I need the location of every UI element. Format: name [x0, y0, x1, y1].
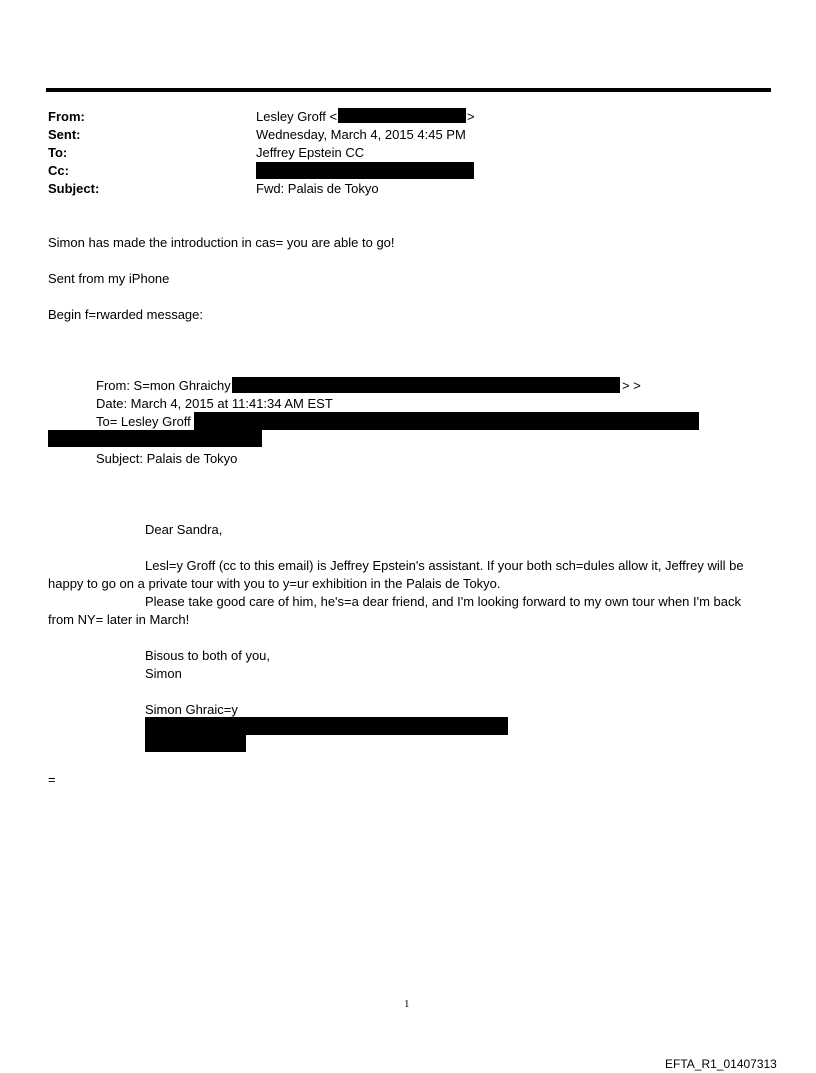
- body-line-3: Begin f=rwarded message:: [48, 307, 204, 322]
- fwd-date: Date: March 4, 2015 at 11:41:34 AM EST: [96, 396, 333, 411]
- footer-document-id: EFTA_R1_01407313: [665, 1057, 777, 1071]
- sent-value: Wednesday, March 4, 2015 4:45 PM: [256, 127, 466, 142]
- letter-p1-line1: Lesl=y Groff (cc to this email) is Jeffrey Epstein's assistant. If your both sch=dules allow it, Jeffrey will be: [145, 558, 744, 573]
- redaction-cc: [256, 162, 474, 179]
- body-line-2: Sent from my iPhone: [48, 271, 170, 286]
- trailer-mark: =: [48, 772, 56, 787]
- letter-greeting: Dear Sandra,: [145, 522, 223, 537]
- fwd-from-end: > >: [622, 378, 641, 393]
- subject-value: Fwd: Palais de Tokyo: [256, 181, 379, 196]
- from-value: Lesley Groff <: [256, 109, 338, 124]
- redaction-fwd-from: [232, 377, 620, 393]
- fwd-subject: Subject: Palais de Tokyo: [96, 451, 238, 466]
- subject-label: Subject:: [48, 181, 100, 196]
- body-line-1: Simon has made the introduction in cas= you are able to go!: [48, 235, 395, 250]
- sent-label: Sent:: [48, 127, 81, 142]
- letter-signature: Simon Ghraic=y: [145, 702, 238, 717]
- redaction-signature-2: [145, 735, 246, 752]
- from-label: From:: [48, 109, 85, 124]
- cc-label: Cc:: [48, 163, 69, 178]
- redaction-signature-1: [145, 717, 508, 735]
- letter-closing-2: Simon: [145, 666, 182, 681]
- letter-p1-line2: happy to go on a private tour with you to y=ur exhibition in the Palais de Tokyo.: [48, 576, 501, 591]
- letter-p2-line2: from NY= later in March!: [48, 612, 190, 627]
- from-value-end: >: [467, 109, 475, 124]
- to-value: Jeffrey Epstein CC: [256, 145, 365, 160]
- page-number: 1: [404, 998, 410, 1010]
- fwd-from: From: S=mon Ghraichy: [96, 378, 231, 393]
- redaction-fwd-to-1: [194, 412, 699, 430]
- redaction-from-email: [338, 108, 466, 123]
- letter-closing-1: Bisous to both of you,: [145, 648, 271, 663]
- to-label: To:: [48, 145, 68, 160]
- letter-p2-line1: Please take good care of him, he's=a dear friend, and I'm looking forward to my own tour when I'm back: [145, 594, 742, 609]
- fwd-to: To= Lesley Groff: [96, 414, 191, 429]
- redaction-fwd-to-2: [48, 430, 262, 447]
- header-rule: [46, 88, 771, 92]
